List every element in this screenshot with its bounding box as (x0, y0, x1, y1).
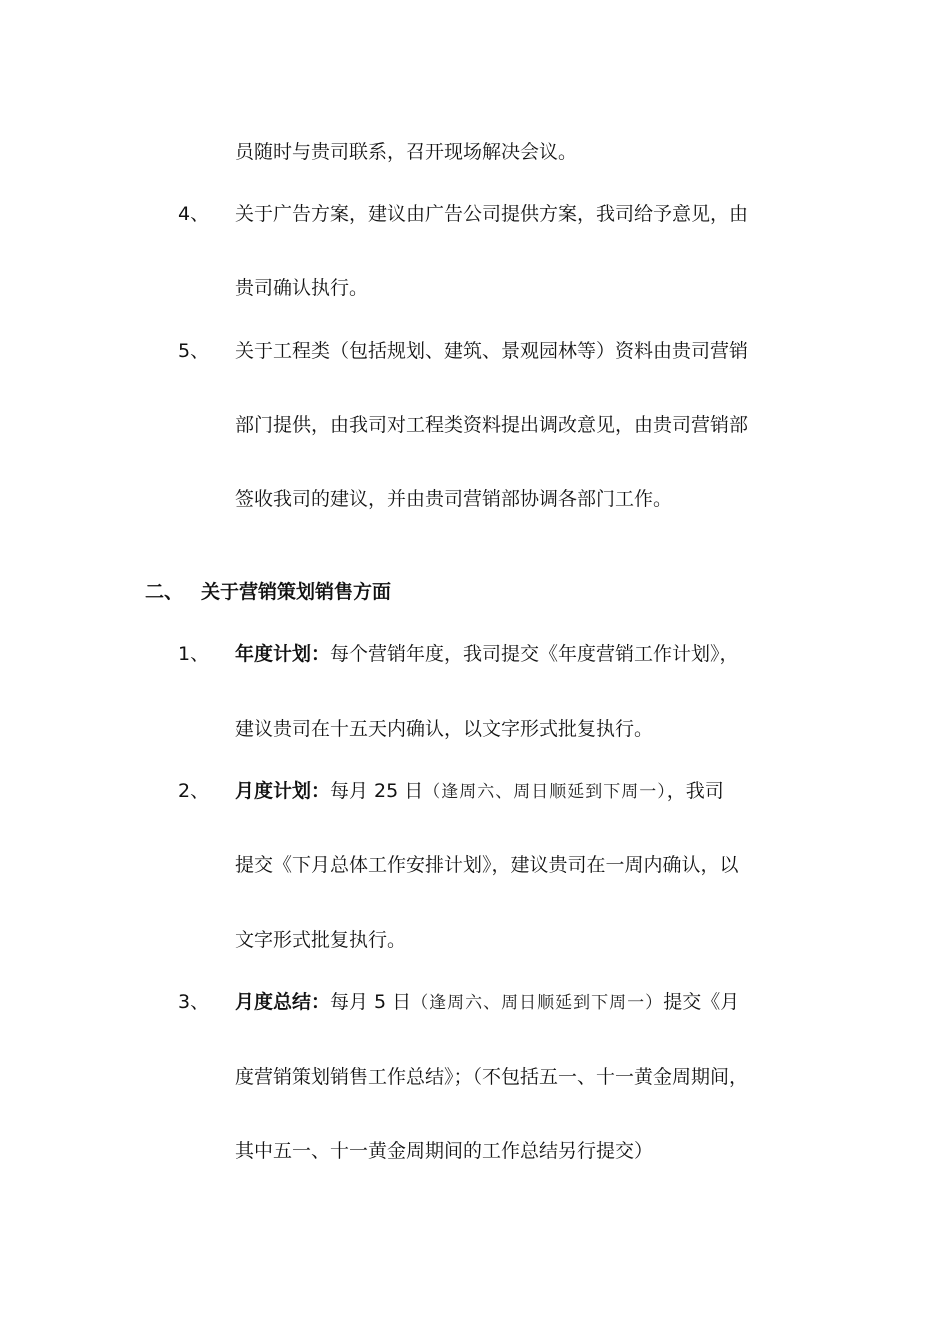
item-note: （逢周六、周日顺延到下周一） (423, 782, 667, 802)
item-number: 2、 (178, 780, 210, 802)
section-heading: 关于营销策划销售方面 (201, 581, 392, 603)
item-label: 月度计划： (235, 780, 331, 802)
item-note: （逢周六、周日顺延到下周一） (411, 993, 664, 1013)
paragraph-line (235, 779, 724, 804)
item-number: 3、 (178, 991, 210, 1013)
paragraph-line: 部门提供，由我司对工程类资料提出调改意见，由贵司营销部 (235, 414, 749, 436)
item-text: 提交《月 (663, 991, 740, 1013)
item-number: 4、 (178, 203, 210, 225)
paragraph-line: 提交《下月总体工作安排计划》，建议贵司在一周内确认，以 (235, 854, 739, 876)
paragraph-line (235, 642, 739, 666)
item-number: 1、 (178, 643, 210, 665)
paragraph-line: 度营销策划销售工作总结》；（不包括五一、十一黄金周期间， (235, 1066, 749, 1088)
item-text: ，我司 (666, 780, 724, 802)
paragraph-line (235, 990, 739, 1015)
paragraph-line: 关于广告方案，建议由广告公司提供方案，我司给予意见，由 (235, 203, 749, 225)
item-label: 年度计划： (235, 643, 331, 665)
paragraph-line: 其中五一、十一黄金周期间的工作总结另行提交） (235, 1140, 654, 1162)
paragraph-line: 员随时与贵司联系，召开现场解决会议。 (235, 141, 578, 163)
section-number: 二、 (145, 581, 184, 603)
item-text: 每个营销年度，我司提交《年度营销工作计划》， (330, 643, 739, 665)
paragraph-line: 建议贵司在十五天内确认，以文字形式批复执行。 (235, 718, 654, 740)
paragraph-line: 签收我司的建议，并由贵司营销部协调各部门工作。 (235, 488, 673, 510)
paragraph-line: 贵司确认执行。 (235, 277, 369, 299)
item-number: 5、 (178, 340, 210, 362)
item-text: 每月 5 日 (330, 991, 412, 1013)
item-label: 月度总结： (235, 991, 331, 1013)
item-text: 每月 25 日 (330, 780, 424, 802)
paragraph-line: 文字形式批复执行。 (235, 929, 407, 951)
paragraph-line: 关于工程类（包括规划、建筑、景观园林等）资料由贵司营销 (235, 340, 749, 362)
